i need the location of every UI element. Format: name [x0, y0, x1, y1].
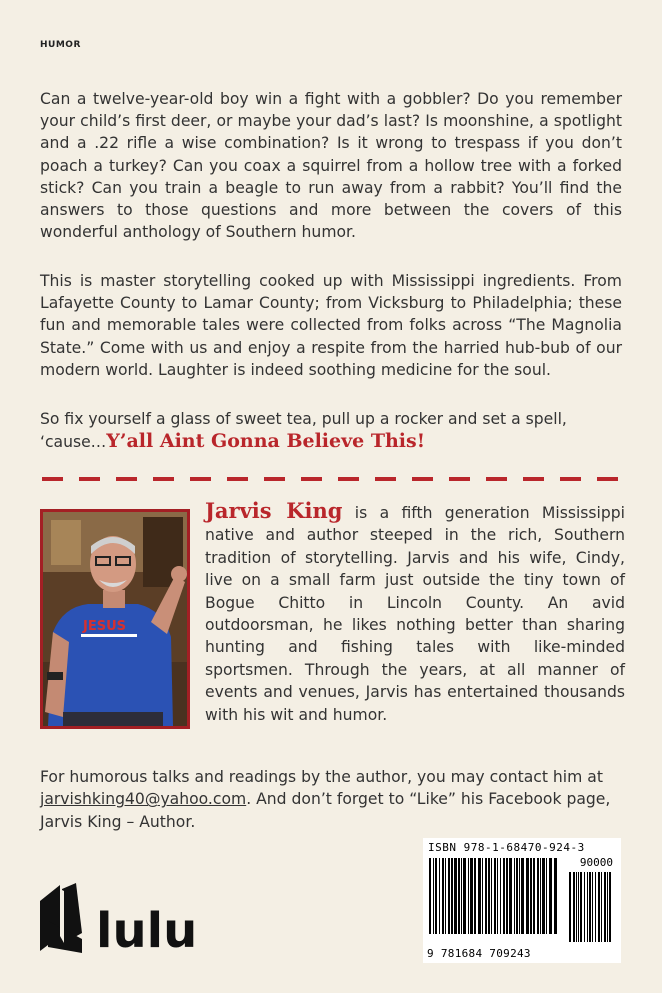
- isbn-barcode: [423, 838, 621, 963]
- barcode-bar: [461, 858, 462, 934]
- tagline-lead: So fix yourself a glass of sweet tea, pull up a rocker and set a spell, ‘cause…: [40, 410, 567, 452]
- addon-bar: [595, 872, 596, 942]
- barcode-bar: [494, 858, 496, 934]
- lulu-book-icon: [40, 883, 82, 953]
- barcode-bar: [474, 858, 476, 934]
- lulu-logo: [38, 881, 228, 960]
- barcode-bar: [482, 858, 483, 934]
- barcode-bar: [540, 858, 541, 934]
- barcode-bar: [503, 858, 505, 934]
- addon-bar: [573, 872, 575, 942]
- barcode-bar: [488, 858, 490, 934]
- addon-bar: [578, 872, 579, 942]
- addon-bar: [589, 872, 591, 942]
- addon-bar: [601, 872, 602, 942]
- barcode-bar: [439, 858, 440, 934]
- barcode-bar: [470, 858, 473, 934]
- book-title-callout: Y’all Aint Gonna Believe This!: [106, 430, 426, 453]
- author-bio: [205, 500, 625, 726]
- barcode-bar: [500, 858, 501, 934]
- barcode-bar: [521, 858, 524, 934]
- addon-bar: [604, 872, 606, 942]
- barcode-bar: [478, 858, 481, 934]
- author-name: Jarvis King: [205, 498, 343, 523]
- addon-bar: [569, 872, 571, 942]
- barcode-bar: [542, 858, 545, 934]
- blurb-paragraph-2: This is master storytelling cooked up with Mississippi ingredients. From Lafayette County to Lamar County; from Vicksburg to Philadelphia; these fun and memorable tales were collected from folks across “The Magnolia State.” Come with us and enjoy a respite from the harried hub-bub of our modern world. Laughter is indeed soothing medicine for the soul.: [40, 272, 622, 379]
- addon-bar: [580, 872, 582, 942]
- barcode-bar: [429, 858, 431, 934]
- barcode-bar: [468, 858, 469, 934]
- shirt-text: JESUS: [83, 619, 126, 634]
- barcode-bars: [429, 858, 615, 942]
- ean-number: 9 781684 709243: [427, 947, 531, 960]
- barcode-bar: [442, 858, 444, 934]
- barcode-bar: [537, 858, 539, 934]
- barcode-bar: [435, 858, 437, 934]
- barcode-bar: [514, 858, 515, 934]
- barcode-bar: [533, 858, 535, 934]
- author-bio-text: is a fifth generation Mississippi native and author steeped in the rich, Southern tradition of storytelling. Jarvis and his wife, Cindy, live on a small farm just outside the tiny town of Bogue Chitto in Lincoln County. An avid outdoorsman, he likes nothing better than sharing hunting and fishing tales with like-minded sportsmen. Through the years, at all manner of events and venues, Jarvis has entertained thousands with his wit and humor.: [205, 504, 625, 724]
- barcode-bar: [509, 858, 512, 934]
- barcode-bar: [546, 858, 547, 934]
- price-code: 90000: [579, 856, 613, 869]
- isbn-label: ISBN 978-1-68470-924-3: [428, 841, 585, 854]
- barcode-bar: [530, 858, 532, 934]
- barcode-bar: [458, 858, 460, 934]
- genre-label: HUMOR: [40, 40, 81, 50]
- barcode-bar: [445, 858, 446, 934]
- publisher-name: lulu: [96, 903, 198, 956]
- barcode-bar: [433, 858, 434, 934]
- addon-bar: [584, 872, 585, 942]
- contact-line-2: . And don’t forget to “Like” his Facebook page, Jarvis King – Author.: [40, 790, 611, 831]
- dashed-divider: [42, 477, 622, 481]
- barcode-bar: [516, 858, 518, 934]
- author-email-link[interactable]: jarvishking40@yahoo.com: [40, 790, 247, 809]
- contact-line-1: For humorous talks and readings by the author, you may contact him at: [40, 768, 603, 786]
- barcode-bar: [506, 858, 508, 934]
- addon-bar: [598, 872, 600, 942]
- barcode-bar: [454, 858, 457, 934]
- barcode-bar: [549, 858, 552, 934]
- barcode-bar: [497, 858, 498, 934]
- addon-bar: [592, 872, 593, 942]
- barcode-bar: [491, 858, 492, 934]
- barcode-bar: [554, 858, 557, 934]
- barcode-bar: [448, 858, 450, 934]
- author-photo: [40, 509, 190, 729]
- addon-bar: [576, 872, 577, 942]
- barcode-bar: [451, 858, 453, 934]
- addon-bar: [587, 872, 588, 942]
- barcode-bar: [485, 858, 487, 934]
- barcode-bar: [526, 858, 529, 934]
- blurb-paragraph-1: Can a twelve-year-old boy win a fight with a gobbler? Do you remember your child’s first deer, or maybe your dad’s last? Is moonshine, a spotlight and a .22 rifle a wise combination? Is it wrong to trespass if you don’t poach a turkey? Can you coax a squirrel from a hollow tree with a forked stick? Can you train a beagle to run away from a rabbit? You’ll find the answers to those questions and more between the covers of this wonderful anthology of Southern humor.: [40, 90, 622, 242]
- addon-bar: [607, 872, 608, 942]
- tagline: [40, 408, 630, 453]
- addon-bar: [609, 872, 611, 942]
- contact-info: [40, 766, 630, 833]
- barcode-bar: [519, 858, 520, 934]
- barcode-bar: [463, 858, 466, 934]
